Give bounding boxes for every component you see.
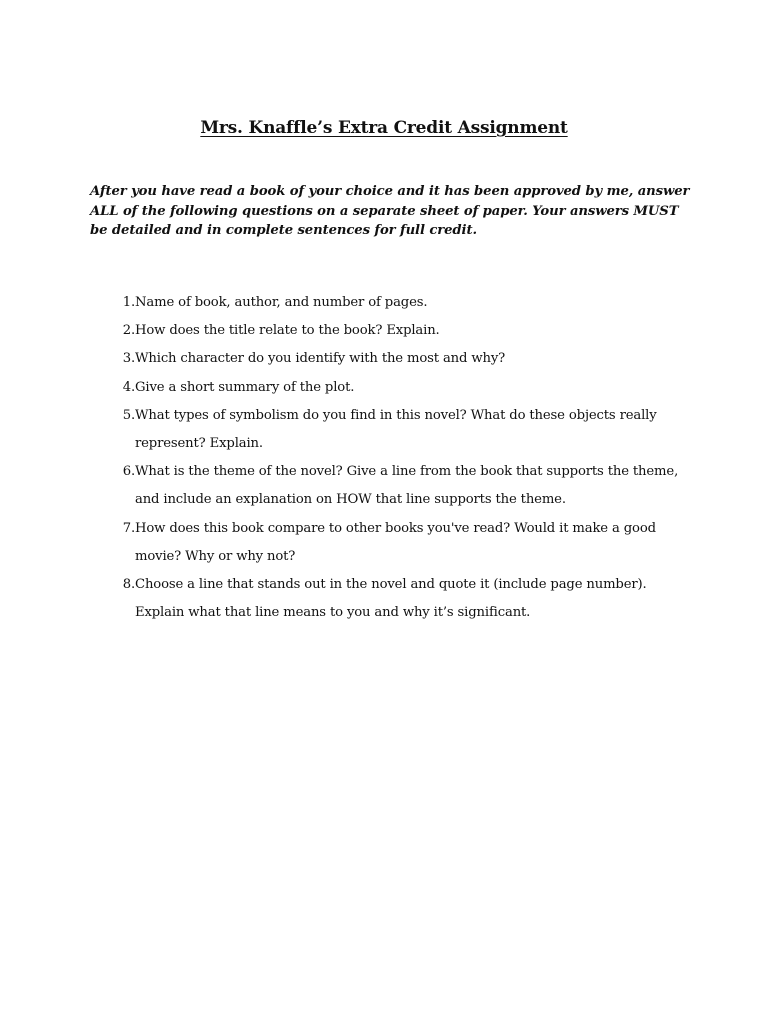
question-item — [100, 374, 690, 402]
question-text: Give a short summary of the plot. — [135, 379, 355, 395]
question-item — [100, 571, 690, 627]
question-text: How does this book compare to other books you've read? Would it make a good movie? Why or why not? — [135, 520, 656, 564]
question-number: 3. — [122, 351, 135, 367]
question-item — [100, 402, 690, 458]
question-item — [100, 289, 690, 317]
question-number: 5. — [122, 407, 135, 423]
question-item — [100, 515, 690, 571]
question-number: 1. — [122, 295, 135, 310]
page-title: Mrs. Knaffle’s Extra Credit Assignment — [200, 118, 568, 138]
question-number: 4. — [122, 379, 135, 395]
instructions-paragraph: After you have read a book of your choice and it has been approved by me, answer ALL of the following questions on a separate sheet of paper. Your answers MUST be detailed and in complete sentences for full credit. — [90, 184, 690, 238]
question-text: What is the theme of the novel? Give a line from the book that supports the theme, and include an explanation on HOW that line supports the theme. — [135, 464, 679, 508]
question-item — [100, 345, 690, 373]
question-text: Name of book, author, and number of pages. — [135, 295, 428, 310]
question-number: 2. — [122, 323, 135, 339]
question-item — [100, 458, 690, 514]
question-number: 6. — [122, 464, 135, 480]
question-text: Which character do you identify with the most and why? — [135, 351, 506, 367]
question-text: What types of symbolism do you find in this novel? What do these objects really represent? Explain. — [135, 407, 657, 452]
question-item — [100, 317, 690, 345]
question-number: 7. — [122, 520, 135, 536]
question-number: 8. — [122, 577, 135, 593]
question-list — [100, 289, 690, 627]
question-text: Choose a line that stands out in the novel and quote it (include page number). Explain what that line means to you and why it’s significant. — [135, 577, 647, 621]
question-text: How does the title relate to the book? Explain. — [135, 323, 440, 339]
